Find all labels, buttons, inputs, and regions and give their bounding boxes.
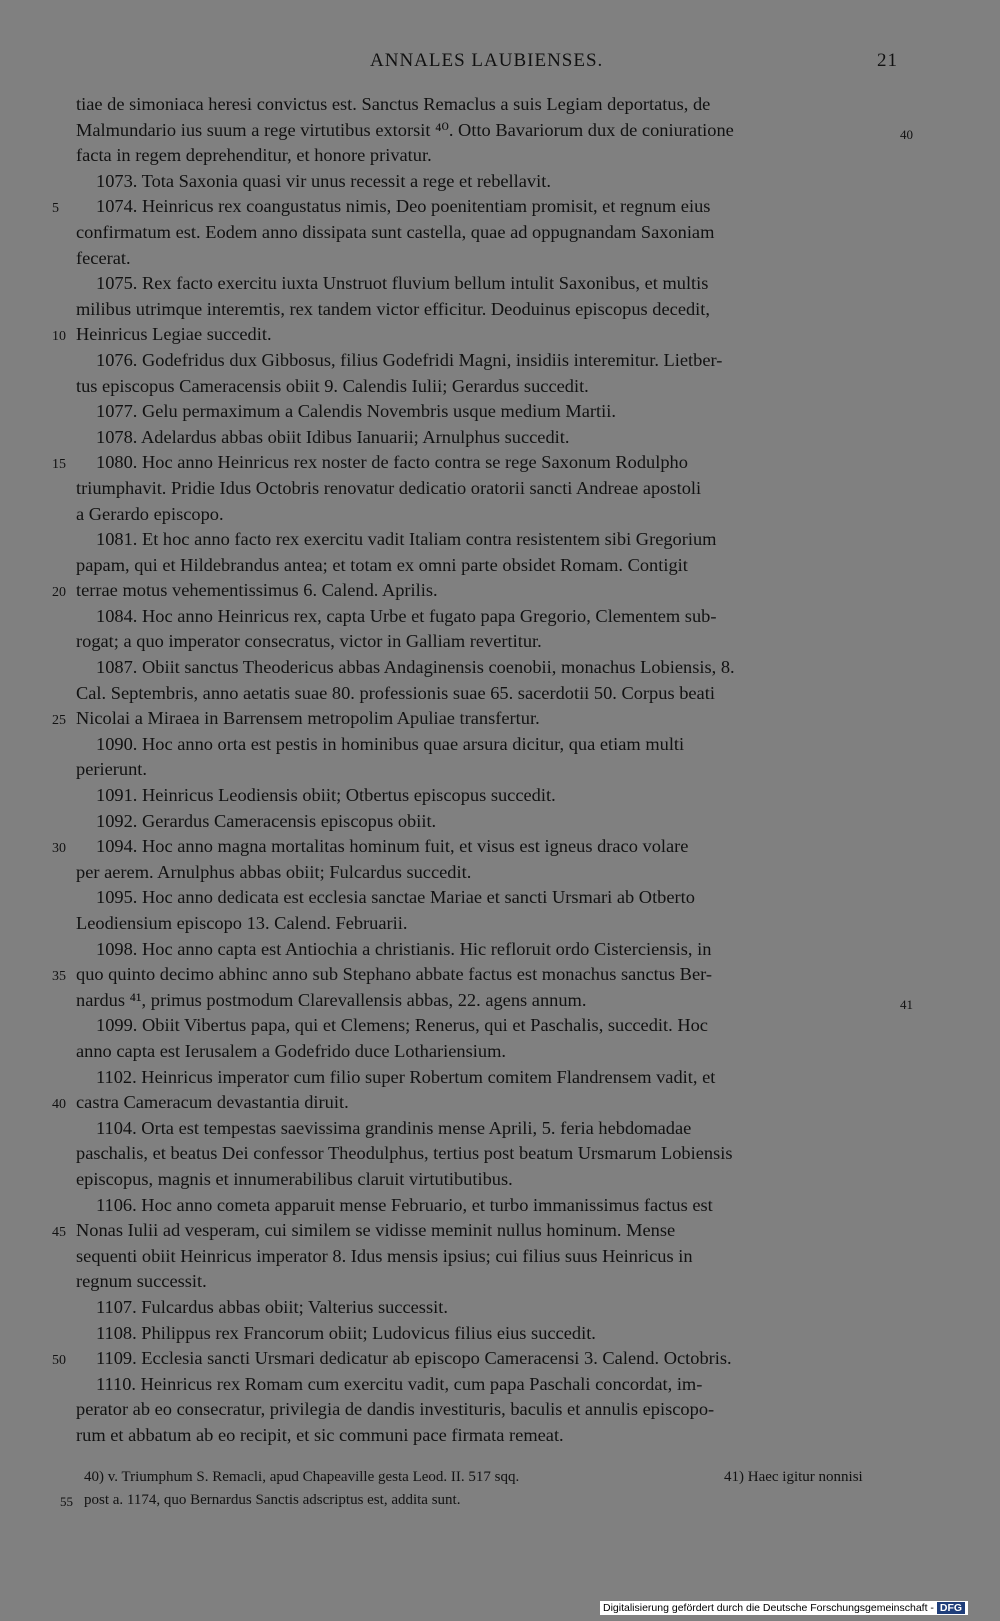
text-line: [0, 169, 1000, 195]
line-number: 5: [52, 201, 59, 217]
line-number: 50: [52, 1353, 66, 1369]
line-number: 30: [52, 841, 66, 857]
line-text: tiae de simoniaca heresi convictus est. Sanctus Remaclus a suis Legiam deportatus, de: [76, 94, 711, 114]
line-text: nardus ⁴¹, primus postmodum Clarevallensis abbas, 22. agens annum.: [76, 989, 587, 1010]
running-head: [0, 50, 1000, 80]
digitization-notice: [600, 1601, 968, 1615]
text-line: [0, 1013, 1000, 1039]
line-text: perierunt.: [76, 759, 147, 780]
line-text: 1087. Obiit sanctus Theodericus abbas Andaginensis coenobii, monachus Lobiensis, 8.: [96, 657, 735, 678]
text-line: [0, 92, 1000, 118]
line-text: confirmatum est. Eodem anno dissipata sunt castella, quae ad oppugnandam Saxoniam: [76, 221, 715, 242]
line-text: 1102. Heinricus imperator cum filio super Robertum comitem Flandrensem vadit, et: [96, 1066, 716, 1087]
line-text: 1094. Hoc anno magna mortalitas hominum fuit, et visus est igneus draco volare: [96, 836, 689, 857]
line-text: 1098. Hoc anno capta est Antiochia a christianis. Hic refloruit ordo Cisterciensis, in: [96, 938, 712, 959]
text-line: [0, 1116, 1000, 1142]
line-text: 1107. Fulcardus abbas obiit; Valterius successit.: [96, 1296, 448, 1317]
text-line: [0, 885, 1000, 911]
line-text: 1080. Hoc anno Heinricus rex noster de facto contra se rege Saxonum Rodulpho: [96, 452, 688, 473]
text-line: [0, 246, 1000, 272]
footnotes: [0, 1466, 1000, 1512]
line-text: papam, qui et Hildebrandus antea; et totam ex omni parte obsidet Romam. Contigit: [76, 554, 688, 575]
line-text: episcopus, magnis et innumerabilibus claruit virtutibutibus.: [76, 1168, 513, 1189]
page-number: 21: [877, 50, 898, 71]
footnote-text-right: 41) Haec igitur nonnisi: [724, 1469, 863, 1485]
line-text: 1075. Rex facto exercitu iuxta Unstruot fluvium bellum intulit Saxonibus, et multis: [96, 273, 709, 294]
footnote-line: [0, 1466, 1000, 1489]
text-line: [0, 1218, 1000, 1244]
margin-note-marker: 40: [900, 126, 913, 142]
line-number: 55: [60, 1494, 73, 1509]
text-line: [0, 1346, 1000, 1372]
text-line: [0, 834, 1000, 860]
text-line: [0, 1039, 1000, 1065]
line-number: 25: [52, 713, 66, 729]
line-number: 45: [52, 1225, 66, 1241]
line-text: 1108. Philippus rex Francorum obiit; Ludovicus filius eius succedit.: [96, 1322, 596, 1343]
line-text: 1073. Tota Saxonia quasi vir unus recessit a rege et rebellavit.: [96, 170, 551, 191]
line-text: anno capta est Ierusalem a Godefrido duce Lothariensium.: [76, 1040, 506, 1061]
digitization-text: Digitalisierung gefördert durch die Deutsche Forschungsgemeinschaft -: [603, 1602, 934, 1614]
line-text: triumphavit. Pridie Idus Octobris renovatur dedicatio oratorii sancti Andreae apostoli: [76, 477, 702, 498]
line-text: 1084. Hoc anno Heinricus rex, capta Urbe et fugato papa Gregorio, Clementem sub-: [96, 605, 717, 626]
text-line: [0, 629, 1000, 655]
text-line: [0, 322, 1000, 348]
text-line: [0, 911, 1000, 937]
line-text: sequenti obiit Heinricus imperator 8. Idus mensis ipsius; cui filius suus Heinricus in: [76, 1245, 693, 1266]
text-line: [0, 937, 1000, 963]
text-line: [0, 809, 1000, 835]
line-text: a Gerardo episcopo.: [76, 503, 224, 524]
line-text: 1076. Godefridus dux Gibbosus, filius Godefridi Magni, insidiis interemitur. Lietber-: [96, 349, 723, 370]
footnote-line: [0, 1489, 1000, 1512]
line-text: tus episcopus Cameracensis obiit 9. Calendis Iulii; Gerardus succedit.: [76, 375, 589, 396]
line-text: 1091. Heinricus Leodiensis obiit; Otbertus episcopus succedit.: [96, 785, 556, 806]
line-number: 10: [52, 329, 66, 345]
line-text: 1090. Hoc anno orta est pestis in hominibus quae arsura dicitur, qua etiam multi: [96, 733, 685, 754]
line-text: 1099. Obiit Vibertus papa, qui et Clemens; Renerus, qui et Paschalis, succedit. Hoc: [96, 1015, 708, 1036]
line-text: Nonas Iulii ad vesperam, cui similem se vidisse meminit nullus hominum. Mense: [76, 1220, 676, 1241]
text-line: [0, 962, 1000, 988]
running-title: ANNALES LAUBIENSES.: [370, 50, 604, 71]
line-text: 1110. Heinricus rex Romam cum exercitu vadit, cum papa Paschali concordat, im-: [96, 1373, 703, 1394]
line-text: paschalis, et beatus Dei confessor Theodulphus, tertius post beatum Ursmarum Lobiensis: [76, 1143, 733, 1164]
line-text: rogat; a quo imperator consecratus, victor in Galliam revertitur.: [76, 631, 542, 652]
dfg-logo: DFG: [937, 1602, 965, 1614]
line-text: Nicolai a Miraea in Barrensem metropolim Apuliae transfertur.: [76, 708, 540, 729]
text-line: [0, 604, 1000, 630]
line-text: perator ab eo consecratur, privilegia de dandis investituris, baculis et annulis episcopo-: [76, 1399, 715, 1420]
line-text: per aerem. Arnulphus abbas obiit; Fulcardus succedit.: [76, 861, 472, 882]
margin-note-marker: 41: [900, 996, 913, 1012]
line-text: fecerat.: [76, 247, 131, 268]
text-line: [0, 425, 1000, 451]
text-line: [0, 399, 1000, 425]
line-text: 1104. Orta est tempestas saevissima grandinis mense Aprili, 5. feria hebdomadae: [96, 1117, 692, 1138]
text-line: [0, 757, 1000, 783]
text-line: [0, 143, 1000, 169]
text-line: [0, 988, 1000, 1014]
text-line: [0, 860, 1000, 886]
line-text: 1081. Et hoc anno facto rex exercitu vadit Italiam contra resistentem sibi Gregorium: [96, 529, 717, 550]
text-line: [0, 374, 1000, 400]
text-line: [0, 655, 1000, 681]
line-text: milibus utrimque interemtis, rex tandem victor efficitur. Deoduinus episcopus decedit,: [76, 298, 710, 319]
text-line: [0, 1065, 1000, 1091]
line-text: facta in regem deprehenditur, et honore privatur.: [76, 145, 432, 166]
line-text: rum et abbatum ab eo recipit, et sic communi pace firmata remeat.: [76, 1424, 564, 1445]
annals-text: [0, 92, 1000, 1448]
line-text: 1092. Gerardus Cameracensis episcopus obiit.: [96, 810, 437, 831]
text-line: [0, 1090, 1000, 1116]
text-line: [0, 297, 1000, 323]
line-text: terrae motus vehementissimus 6. Calend. Aprilis.: [76, 580, 438, 601]
footnote-text-left: post a. 1174, quo Bernardus Sanctis adscriptus est, addita sunt.: [84, 1492, 461, 1508]
text-line: [0, 1423, 1000, 1449]
line-text: Malmundario ius suum a rege virtutibus extorsit ⁴⁰. Otto Bavariorum dux de coniuratione: [76, 119, 734, 140]
text-line: [0, 1193, 1000, 1219]
text-line: [0, 271, 1000, 297]
line-text: quo quinto decimo abhinc anno sub Stephano abbate factus est monachus sanctus Ber-: [76, 964, 712, 985]
text-line: [0, 783, 1000, 809]
footnote-text-left: 40) v. Triumphum S. Remacli, apud Chapeaville gesta Leod. II. 517 sqq.: [84, 1469, 520, 1485]
text-line: [0, 1372, 1000, 1398]
line-text: regnum successit.: [76, 1271, 207, 1292]
text-line: [0, 450, 1000, 476]
line-number: 20: [52, 585, 66, 601]
line-text: Leodiensium episcopo 13. Calend. Februarii.: [76, 913, 408, 933]
text-line: [0, 1167, 1000, 1193]
text-line: [0, 220, 1000, 246]
text-line: [0, 118, 1000, 144]
text-line: [0, 502, 1000, 528]
text-line: [0, 348, 1000, 374]
text-line: [0, 578, 1000, 604]
text-line: [0, 681, 1000, 707]
text-line: [0, 732, 1000, 758]
text-line: [0, 1244, 1000, 1270]
line-text: 1109. Ecclesia sancti Ursmari dedicatur ab episcopo Cameracensi 3. Calend. Octobris.: [96, 1348, 732, 1369]
text-line: [0, 1269, 1000, 1295]
text-line: [0, 1295, 1000, 1321]
line-text: Heinricus Legiae succedit.: [76, 324, 272, 345]
line-text: 1095. Hoc anno dedicata est ecclesia sanctae Mariae et sancti Ursmari ab Otberto: [96, 887, 695, 908]
text-line: [0, 1321, 1000, 1347]
line-text: 1074. Heinricus rex coangustatus nimis, Deo poenitentiam promisit, et regnum eius: [96, 196, 711, 217]
line-number: 15: [52, 457, 66, 473]
text-line: [0, 476, 1000, 502]
text-line: [0, 553, 1000, 579]
line-text: castra Cameracum devastantia diruit.: [76, 1092, 349, 1113]
text-line: [0, 706, 1000, 732]
text-line: [0, 1397, 1000, 1423]
text-line: [0, 527, 1000, 553]
line-text: 1077. Gelu permaximum a Calendis Novembris usque medium Martii.: [96, 401, 616, 422]
line-text: Cal. Septembris, anno aetatis suae 80. professionis suae 65. sacerdotii 50. Corpus beati: [76, 682, 715, 703]
text-line: [0, 1141, 1000, 1167]
line-text: 1106. Hoc anno cometa apparuit mense Februario, et turbo immanissimus factus est: [96, 1194, 713, 1215]
line-number: 40: [52, 1097, 66, 1113]
line-number: 35: [52, 969, 66, 985]
line-text: 1078. Adelardus abbas obiit Idibus Ianuarii; Arnulphus succedit.: [96, 426, 570, 447]
text-line: [0, 194, 1000, 220]
